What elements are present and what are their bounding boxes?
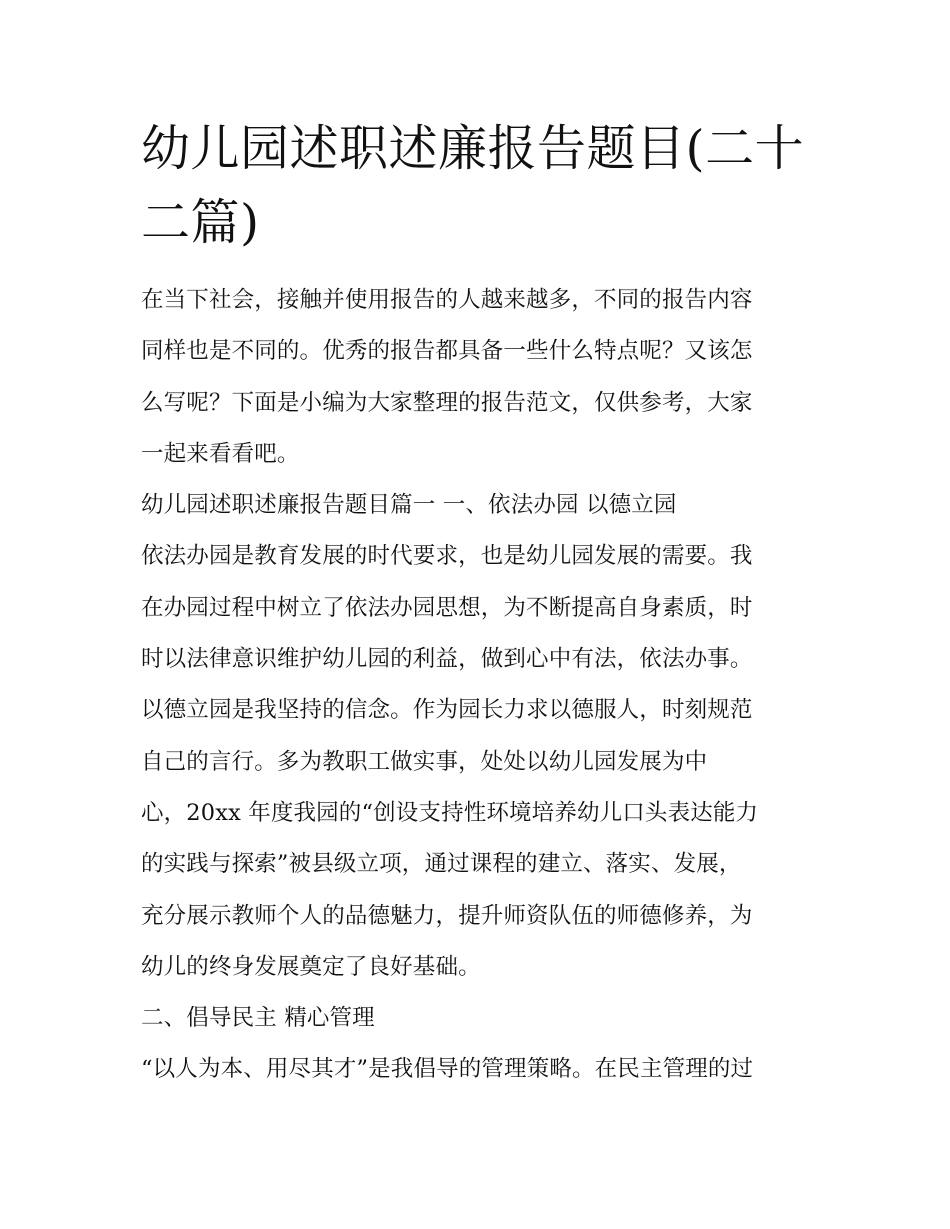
title-line: 幼儿园述职述廉报告题目(二十 [141,120,805,177]
document-body [141,275,816,1096]
document-title [141,112,816,260]
body-line: 一起来看看吧。 [141,440,300,467]
body-line: “以人为本、用尽其才”是我倡导的管理策略。在民主管理的过 [141,1056,754,1083]
body-line: 心，20xx 年度我园的“创设支持性环境培养幼儿口头表达能力 [141,799,759,826]
body-line: 的实践与探索”被县级立项，通过课程的建立、落实、发展， [141,851,742,878]
body-line: 么写呢？下面是小编为大家整理的报告范文，仅供参考，大家 [141,389,753,416]
body-line: 充分展示教师个人的品德魅力，提升师资队伍的师德修养，为 [141,902,753,929]
body-line: 幼儿的终身发展奠定了良好基础。 [141,953,481,980]
body-line: 同样也是不同的。优秀的报告都具备一些什么特点呢？又该怎 [141,338,753,365]
body-line: 自己的言行。多为教职工做实事，处处以幼儿园发展为中 [141,748,708,775]
body-line: 在办园过程中树立了依法办园思想，为不断提高自身素质，时 [141,594,753,621]
section-heading-line: 二、倡导民主 精心管理 [141,1005,375,1032]
section-heading-line: 幼儿园述职述廉报告题目篇一 一、依法办园 以德立园 [141,492,677,519]
body-line: 在当下社会，接触并使用报告的人越来越多，不同的报告内容 [141,287,753,313]
body-line: 以德立园是我坚持的信念。作为园长力求以德服人，时刻规范 [141,697,753,724]
body-line: 时以法律意识维护幼儿园的利益，做到心中有法，依法办事。 [141,646,753,673]
body-line: 依法办园是教育发展的时代要求，也是幼儿园发展的需要。我 [141,543,753,570]
title-line: 二篇) [141,194,260,251]
